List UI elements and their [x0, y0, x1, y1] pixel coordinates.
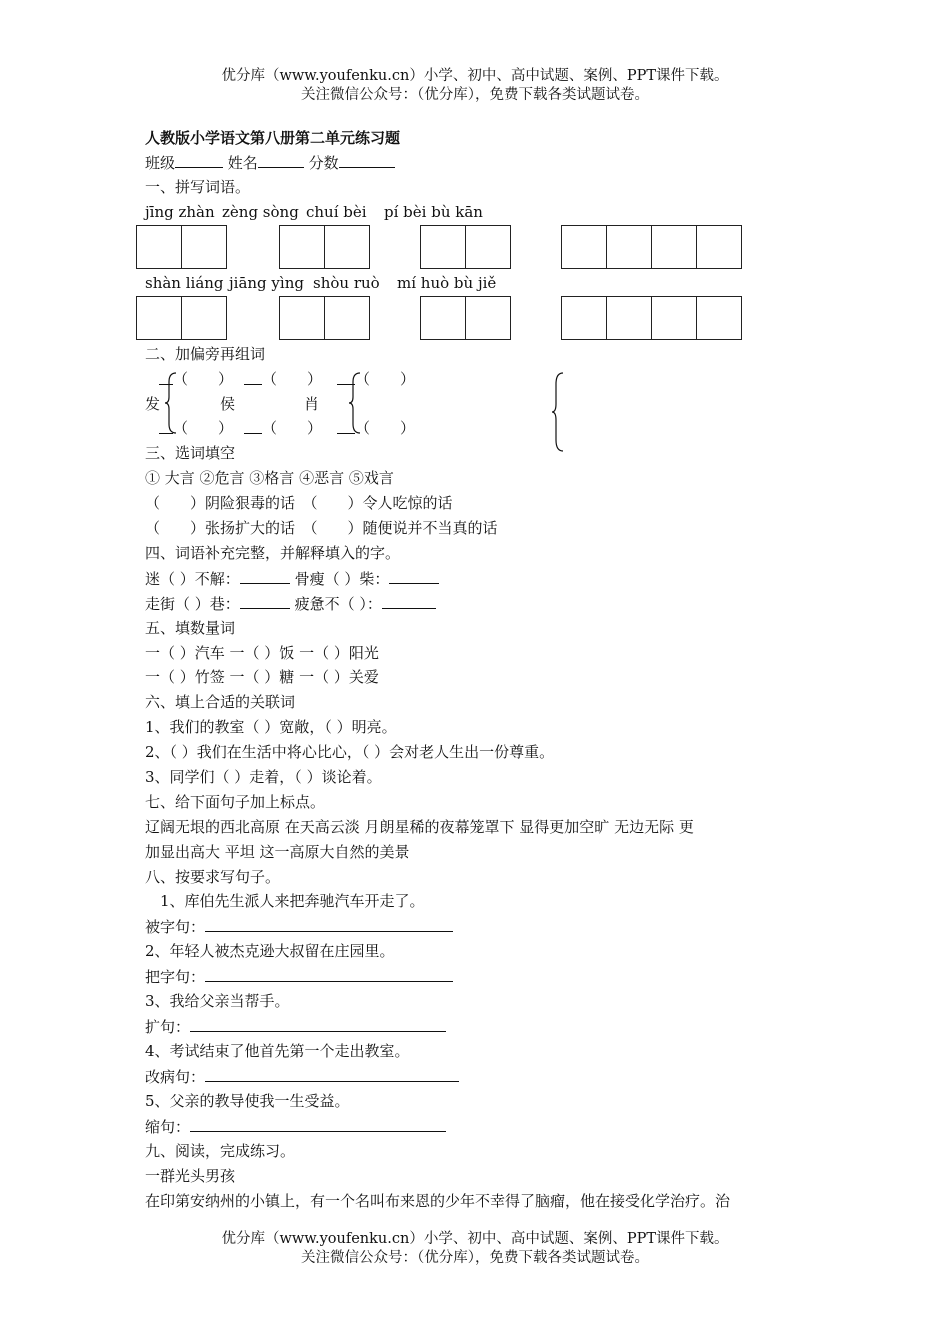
- conj-line-2: 2、（ ）我们在生活中将心比心，（ ）会对老人生出一份尊重。: [145, 743, 555, 761]
- conj-line-3: 3、同学们（ ）走着，（ ）谈论着。: [145, 768, 382, 786]
- rewrite-a3-blank[interactable]: [190, 1016, 446, 1032]
- doc-title: 人教版小学语文第八册第二单元练习题: [145, 129, 401, 147]
- rewrite-a5-blank[interactable]: [190, 1116, 446, 1132]
- answer-boxes-1-3[interactable]: [420, 225, 510, 269]
- pinyin-1-2: zèng sòng: [222, 203, 299, 221]
- class-blank[interactable]: [175, 152, 223, 168]
- section3-heading: 三、选词填空: [145, 444, 236, 462]
- pinyin-1-1: jīng zhàn: [145, 203, 215, 221]
- idiom-1: 迷（ ）不解：: [145, 570, 240, 588]
- section9-heading: 九、阅读，完成练习。: [145, 1142, 296, 1160]
- radical-2a[interactable]: [244, 369, 262, 390]
- brace-left-3: [551, 372, 565, 452]
- idiom-4-blank[interactable]: [382, 593, 436, 609]
- student-info: [145, 152, 395, 173]
- idiom-row-1: [145, 568, 439, 589]
- rewrite-a2: [145, 966, 453, 987]
- section7-heading: 七、给下面句子加上标点。: [145, 793, 326, 811]
- answer-boxes-1-1[interactable]: [136, 225, 226, 269]
- paren-1b[interactable]: （ ）: [173, 419, 234, 437]
- answer-boxes-2-4[interactable]: [561, 296, 741, 340]
- name-blank[interactable]: [258, 152, 304, 168]
- class-label: 班级: [145, 154, 176, 172]
- pinyin-2-4: mí huò bù jiě: [397, 274, 497, 292]
- word-options: ① 大言 ②危言 ③格言 ④恶言 ⑤戏言: [145, 469, 394, 487]
- section2-heading: 二、加偏旁再组词: [145, 345, 266, 363]
- pinyin-2-1: shàn liáng: [145, 274, 224, 292]
- rewrite-q1: 1、库伯先生派人来把奔驰汽车开走了。: [160, 892, 425, 910]
- char-xiao: 肖: [304, 395, 320, 413]
- answer-boxes-2-3[interactable]: [420, 296, 510, 340]
- conj-line-1: 1、我们的教室（ ）宽敞，（ ）明亮。: [145, 718, 397, 736]
- rewrite-a4: [145, 1066, 459, 1087]
- rewrite-a2-label: 把字句：: [145, 968, 206, 986]
- idiom-3: 走街（ ）巷：: [145, 595, 240, 613]
- idiom-1-blank[interactable]: [240, 568, 290, 584]
- page-footer-line1: 优分库（www.youfenku.cn）小学、初中、高中试题、案例、PPT课件下载。: [221, 1231, 729, 1247]
- idiom-2-blank[interactable]: [389, 568, 439, 584]
- section8-heading: 八、按要求写句子。: [145, 868, 281, 886]
- idiom-row-2: [145, 593, 436, 614]
- answer-boxes-1-4[interactable]: [561, 225, 741, 269]
- brace-left-1: [164, 372, 178, 434]
- answer-boxes-2-2[interactable]: [279, 296, 369, 340]
- pinyin-2-3: shòu ruò: [313, 274, 380, 292]
- answer-boxes-1-2[interactable]: [279, 225, 369, 269]
- answer-boxes-2-1[interactable]: [136, 296, 226, 340]
- paren-1a[interactable]: （ ）: [173, 370, 234, 388]
- rewrite-a1-label: 被字句：: [145, 918, 206, 936]
- brace-left-2: [348, 372, 362, 434]
- fill-line-1: （ ）阴险狠毒的话 （ ）令人吃惊的话: [145, 494, 453, 512]
- score-label: 分数: [308, 154, 339, 172]
- rewrite-q2: 2、年轻人被杰克逊大叔留在庄园里。: [145, 942, 395, 960]
- section5-heading: 五、填数量词: [145, 619, 236, 637]
- idiom-3-blank[interactable]: [240, 593, 290, 609]
- paren-2b[interactable]: （ ）: [262, 419, 323, 437]
- rewrite-a5-label: 缩句：: [145, 1118, 191, 1136]
- rewrite-a2-blank[interactable]: [205, 966, 453, 982]
- paren-3b[interactable]: （ ）: [355, 419, 416, 437]
- fill-line-2: （ ）张扬扩大的话 （ ）随便说并不当真的话: [145, 519, 498, 537]
- pinyin-2-2: jiāng yìng: [229, 274, 304, 292]
- idiom-4: 疲惫不（ ）：: [294, 595, 382, 613]
- rewrite-q5: 5、父亲的教导使我一生受益。: [145, 1092, 350, 1110]
- score-blank[interactable]: [339, 152, 395, 168]
- page-header-line2: 关注微信公众号：（优分库），免费下载各类试题试卷。: [301, 87, 649, 103]
- paren-3a[interactable]: （ ）: [355, 370, 416, 388]
- rewrite-a1: [145, 916, 453, 937]
- page-footer-line2: 关注微信公众号：（优分库），免费下载各类试题试卷。: [301, 1250, 649, 1266]
- paren-2a[interactable]: （ ）: [262, 370, 323, 388]
- punct-line-1: 辽阔无垠的西北高原 在天高云淡 月朗星稀的夜幕笼罩下 显得更加空旷 无边无际 更: [145, 818, 694, 836]
- rewrite-a3-label: 扩句：: [145, 1018, 191, 1036]
- rewrite-a5: [145, 1116, 446, 1137]
- section1-heading: 一、拼写词语。: [145, 178, 251, 196]
- rewrite-a3: [145, 1016, 446, 1037]
- page-header-line1: 优分库（www.youfenku.cn）小学、初中、高中试题、案例、PPT课件下载。: [221, 68, 729, 84]
- pinyin-1-4: pí bèi bù kān: [384, 203, 483, 221]
- section4-heading: 四、词语补充完整，并解释填入的字。: [145, 544, 401, 562]
- story-title: 一群光头男孩: [145, 1167, 236, 1185]
- measure-line-2: 一（ ）竹签 一（ ）糖 一（ ）关爱: [145, 668, 379, 686]
- rewrite-a4-label: 改病句：: [145, 1068, 206, 1086]
- idiom-2: 骨瘦（ ）柴：: [294, 570, 390, 588]
- name-label: 姓名: [227, 154, 258, 172]
- pinyin-1-3: chuí bèi: [306, 203, 367, 221]
- story-line-1: 在印第安纳州的小镇上，有一个名叫布来恩的少年不幸得了脑瘤，他在接受化学治疗。治: [145, 1192, 731, 1210]
- rewrite-a1-blank[interactable]: [205, 916, 453, 932]
- section6-heading: 六、填上合适的关联词: [145, 693, 296, 711]
- rewrite-q4: 4、考试结束了他首先第一个走出教室。: [145, 1042, 410, 1060]
- measure-line-1: 一（ ）汽车 一（ ）饭 一（ ）阳光: [145, 644, 379, 662]
- rewrite-q3: 3、我给父亲当帮手。: [145, 992, 290, 1010]
- char-fa: 发: [145, 395, 161, 413]
- radical-2b[interactable]: [244, 418, 262, 439]
- rewrite-a4-blank[interactable]: [205, 1066, 459, 1082]
- punct-line-2: 加显出高大 平坦 这一高原大自然的美景: [145, 843, 410, 861]
- char-hou: 侯: [220, 395, 236, 413]
